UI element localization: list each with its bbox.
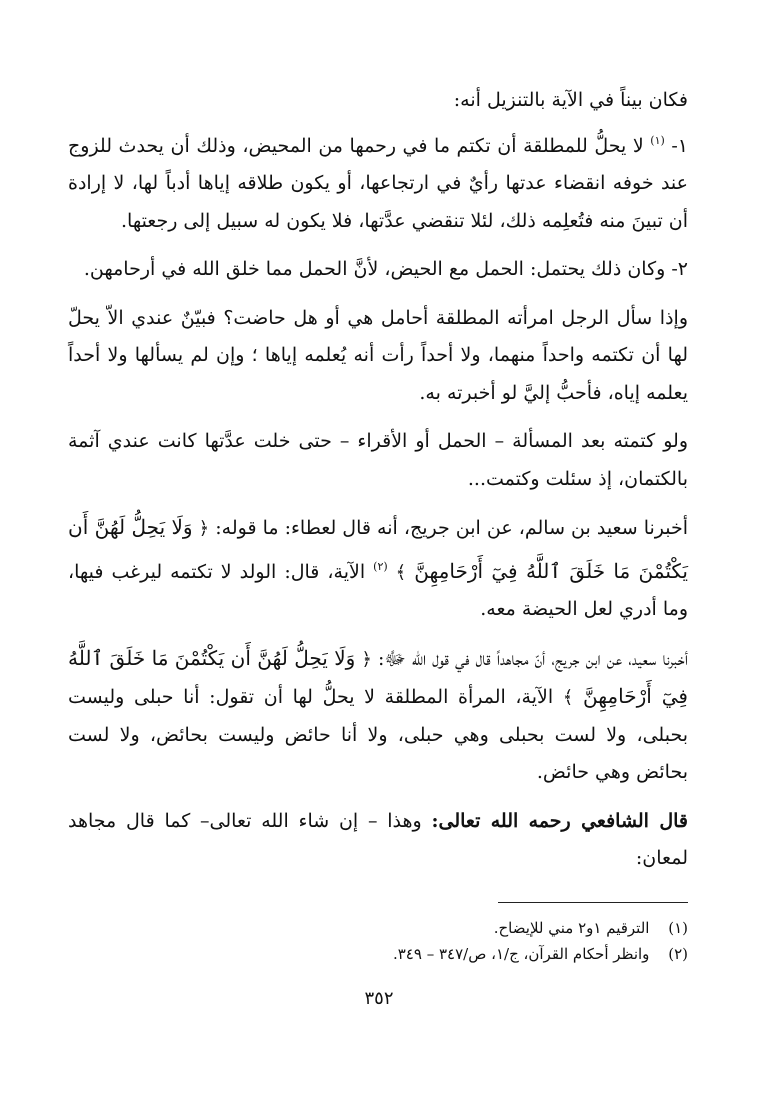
footnote-1-number: (١) bbox=[668, 919, 688, 937]
paragraph-7-text: وهذا – إن شاء الله تعالى– كما قال مجاهد لمعان: bbox=[68, 809, 688, 869]
item-1-number: ١- bbox=[671, 134, 688, 157]
footnote-1 bbox=[68, 915, 688, 941]
paragraph-7 bbox=[68, 803, 688, 878]
footnotes bbox=[68, 902, 688, 967]
footnote-ref-1[interactable]: (١) bbox=[650, 133, 665, 147]
paragraph-3 bbox=[68, 300, 688, 413]
paragraph-6-lead: أخبرنا سعيد، عن ابن جريج، أنّ مجاهداً قال في قول الله ﷻ: bbox=[377, 647, 688, 670]
quran-open-bracket: ﴿ bbox=[198, 518, 210, 539]
paragraph-4-text: ولو كتمته بعد المسألة – الحمل أو الأقراء – حتى خلت عدَّتها كانت عندي آثمة بالكتمان، إذ سئلت وكتمت... bbox=[68, 430, 688, 490]
footnote-1-text: الترقيم ١و٢ مني للإيضاح. bbox=[493, 919, 650, 937]
quran-verse: وَلَا يَحِلُّ لَهُنَّ أَن يَكْتُمْنَ مَا خَلَقَ ٱللَّهُ فِيٓ أَرْحَامِهِنَّ bbox=[68, 515, 688, 583]
quran-close-bracket: ﴾ bbox=[562, 687, 574, 708]
footnote-2-text: وانظر أحكام القرآن، ج/١، ص/٣٤٧ – ٣٤٩. bbox=[392, 945, 650, 963]
paragraph-7-heading: قال الشافعي رحمه الله تعالى: bbox=[431, 809, 688, 832]
paragraph-5-lead: أخبرنا سعيد بن سالم، عن ابن جريج، أنه قال لعطاء: ما قوله: bbox=[215, 517, 689, 539]
paragraph-4 bbox=[68, 423, 688, 498]
intro-text: فكان بيناً في الآية بالتنزيل أنه: bbox=[453, 89, 688, 111]
quran-verse: وَلَا يَحِلُّ لَهُنَّ أَن يَكْتُمْنَ مَا خَلَقَ ٱللَّهُ فِيٓ أَرْحَامِهِنَّ bbox=[68, 645, 688, 708]
item-2-text: وكان ذلك يحتمل: الحمل مع الحيض، لأنَّ الحمل مما خلق الله في أرحامهن. bbox=[83, 258, 666, 280]
intro-line bbox=[68, 82, 688, 120]
footnote-ref-2[interactable]: (٢) bbox=[373, 559, 388, 573]
page-body bbox=[68, 82, 688, 889]
paragraph-6 bbox=[68, 640, 688, 792]
footnote-2-number: (٢) bbox=[668, 945, 688, 963]
paragraph-6-tail: الآية، المرأة المطلقة لا يحلُّ لها أن تقول: أنا حبلى وليست بحبلى، ولا لست بحبلى وهي حبلى، ولا أنا حائض وليست بحائض، ولا لست بحائض وهي حائض. bbox=[68, 686, 688, 783]
page-number: ٣٥٢ bbox=[364, 988, 394, 1009]
item-1 bbox=[68, 122, 688, 241]
footnote-divider bbox=[498, 902, 688, 903]
item-2 bbox=[68, 251, 688, 289]
paragraph-3-text: وإذا سأل الرجل امرأته المطلقة أحامل هي أو هل حاضت؟ فبيّنٌ عندي الاّ يحلّ لها أن تكتمه واحداً منهما، ولا أحداً رأت أنه يُعلمه إياها ؛ وإن لم يسألها ولا أحداً يعلمه إياه، فأحبُّ إليَّ لو أخبرته به. bbox=[68, 306, 688, 404]
item-1-text: لا يحلُّ للمطلقة أن تكتم ما في رحمها من المحيض، وذلك أن يحدث للزوج عند خوفه انقضاء عدتها رأيٌ في ارتجاعها، أو يكون طلاقه إياها أدباً لها، لا إرادة أن تبينَ منه فتُعلِمه ذلك، لئلا تنقضي عدَّتها، فلا يكون له سبيل إلى رجعتها. bbox=[68, 134, 688, 232]
paragraph-5-tail: الآية، قال: الولد لا تكتمه ليرغب فيها، وما أدري لعل الحيضة معه. bbox=[68, 560, 688, 620]
footnote-2 bbox=[68, 941, 688, 967]
quran-close-bracket: ﴾ bbox=[395, 561, 407, 583]
quran-open-bracket: ﴿ bbox=[361, 648, 372, 670]
item-2-number: ٢- bbox=[671, 258, 688, 280]
paragraph-5 bbox=[68, 509, 688, 629]
